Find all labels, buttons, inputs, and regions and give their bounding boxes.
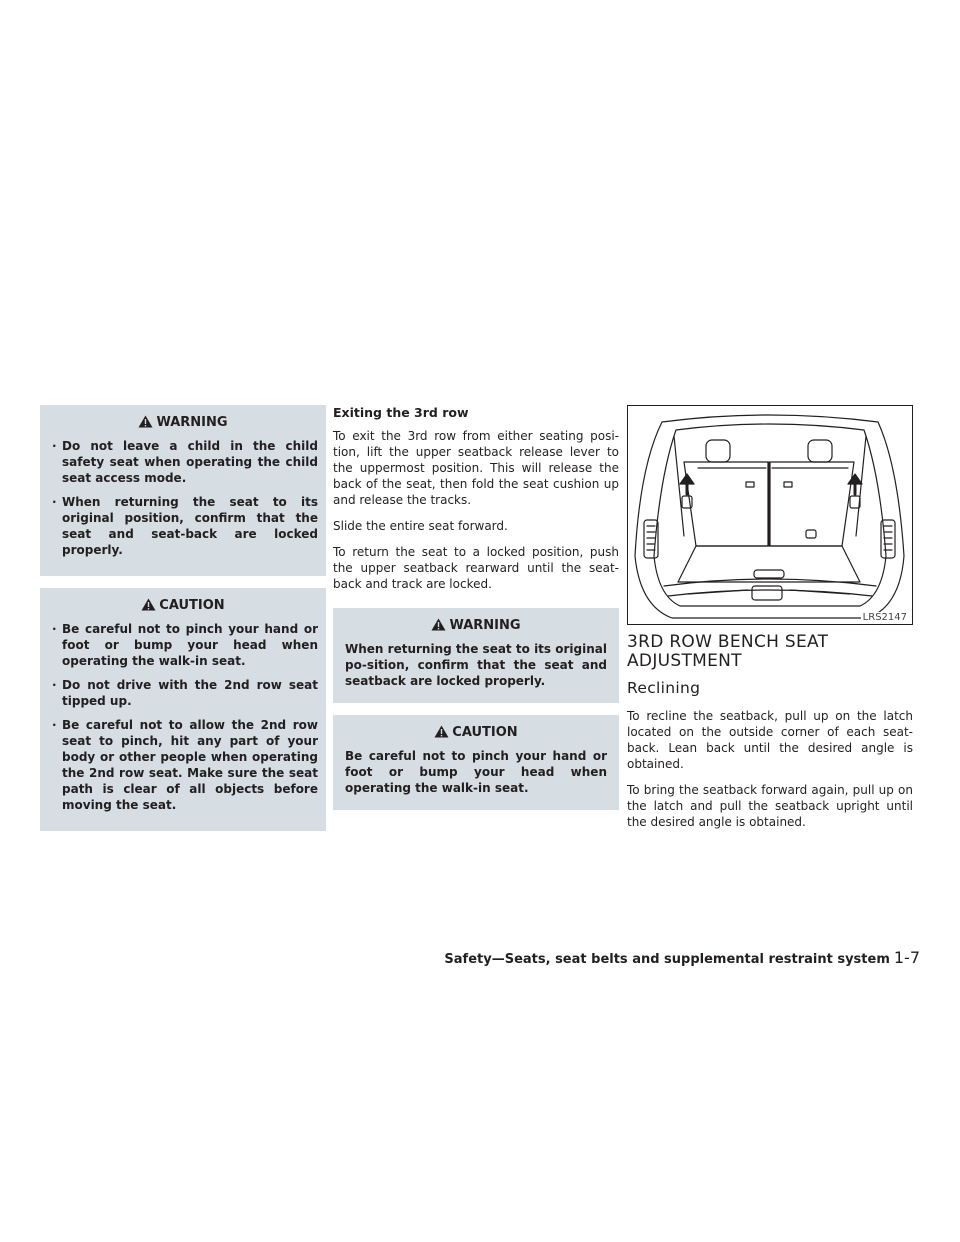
column-middle	[333, 405, 619, 822]
paragraph: To recline the seatback, pull up on the latch located on the outside corner of each seat-back. Lean back until the desired angle is obtained.	[627, 709, 913, 771]
section-heading: 3RD ROW BENCH SEAT ADJUSTMENT	[627, 632, 829, 671]
page-footer	[444, 948, 920, 967]
paragraph: To return the seat to a locked position, push the upper seatback rearward until the seat-back and track are locked.	[333, 545, 619, 591]
column-left	[40, 405, 326, 843]
warning-triangle-icon	[138, 415, 153, 428]
caution-title: CAUTION	[452, 725, 518, 740]
warning-box	[333, 608, 619, 703]
page-number: 1-7	[893, 948, 920, 967]
third-row-seat-illustration	[628, 406, 911, 623]
warning-triangle-icon	[141, 598, 156, 611]
footer-section-title: Safety—Seats, seat belts and supplemental restraint system	[444, 952, 890, 967]
caution-list	[48, 621, 318, 813]
warning-text: When returning the seat to its original po-sition, confirm that the seat and seatback are locked properly.	[345, 642, 607, 688]
list-item: · Be careful not to pinch your hand or foot or bump your head when operating the walk-in seat.	[48, 621, 318, 669]
section-subheading: Exiting the 3rd row	[333, 405, 469, 420]
list-item: · Be careful not to allow the 2nd row seat to pinch, hit any part of your body or other people when operating the 2nd row seat. Make sure the seat path is clear of all objects before moving the seat.	[48, 717, 318, 813]
warning-box	[40, 405, 326, 576]
paragraph: To exit the 3rd row from either seating posi-tion, lift the upper seatback release lever to the uppermost position. This will release the back of the seat, then fold the seat cushion up and release the tracks.	[333, 429, 619, 507]
list-item: · Do not leave a child in the child safety seat when operating the child seat access mode.	[48, 438, 318, 486]
warning-triangle-icon	[434, 725, 449, 738]
caution-box	[40, 588, 326, 831]
cargo-area-illustration	[627, 405, 913, 625]
warning-list	[48, 438, 318, 558]
caution-box	[333, 715, 619, 810]
warning-title: WARNING	[449, 618, 521, 633]
column-right	[627, 405, 913, 840]
list-item: · Do not drive with the 2nd row seat tipped up.	[48, 677, 318, 709]
paragraph: To bring the seatback forward again, pull up on the latch and pull the seatback upright until the desired angle is obtained.	[627, 783, 913, 829]
figure-label: LRS2147	[862, 612, 907, 623]
warning-title: WARNING	[156, 415, 228, 430]
caution-title: CAUTION	[159, 598, 225, 613]
caution-text: Be careful not to pinch your hand or foot or bump your head when operating the walk-in seat.	[345, 749, 607, 795]
list-item: · When returning the seat to its original position, confirm that the seat and seat-back are locked properly.	[48, 494, 318, 558]
paragraph: Slide the entire seat forward.	[333, 519, 508, 533]
warning-triangle-icon	[431, 618, 446, 631]
section-subheading: Reclining	[627, 679, 701, 697]
